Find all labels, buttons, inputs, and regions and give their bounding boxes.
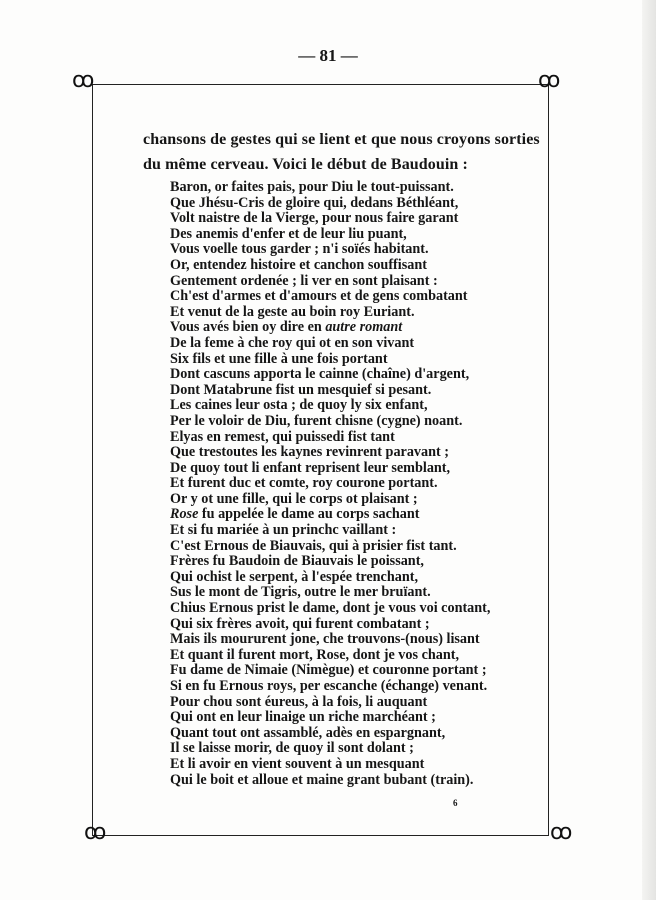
- verse-text: Quant tout ont assamblé, adès en espargnant,: [170, 724, 446, 741]
- verse-text: Il se laisse morir, de quoy il sont dolant ;: [170, 740, 414, 757]
- verse-block: [170, 180, 490, 788]
- verse-text: Baron, or faites pais, pour Diu le tout-puissant.: [170, 179, 454, 195]
- verse-text: Que trestoutes les kaynes revinrent paravant ;: [170, 444, 450, 461]
- verse-text: Chius Ernous prist le dame, dont je vous voi contant,: [170, 600, 491, 617]
- verse-line: [170, 554, 490, 570]
- verse-line: [170, 258, 490, 274]
- verse-text: Et li avoir en vient souvent à un mesquant: [170, 755, 425, 772]
- verse-text: Vous voelle tous garder ; n'i soïés habitant.: [170, 241, 429, 258]
- verse-text: Elyas en remest, qui puissedi fist tant: [170, 428, 395, 445]
- verse-text: Or y ot une fille, qui le corps ot plaisant ;: [170, 490, 418, 507]
- verse-text: Et furent duc et comte, roy courone portant.: [170, 475, 438, 492]
- verse-line: [170, 632, 490, 648]
- verse-line: [170, 476, 490, 492]
- verse-line: [170, 741, 490, 757]
- verse-text: Vous avés bien oy dire en: [170, 319, 326, 336]
- verse-text: Or, entendez histoire et canchon souffisant: [170, 256, 427, 273]
- corner-ornament-icon: ꝏ: [84, 820, 107, 845]
- verse-line: [170, 211, 490, 227]
- verse-text: Et quant il furent mort, Rose, dont je vos chant,: [170, 646, 460, 663]
- verse-line: [170, 336, 490, 352]
- intro-line: chansons de gestes qui se lient et que nous croyons sorties: [143, 131, 540, 148]
- verse-line: [170, 710, 490, 726]
- corner-ornament-icon: ꝏ: [550, 820, 573, 845]
- verse-line: [170, 352, 490, 368]
- verse-italic-text: autre romant: [325, 319, 403, 336]
- verse-line: [170, 601, 490, 617]
- verse-line: [170, 227, 490, 243]
- verse-line: [170, 492, 490, 508]
- verse-line: [170, 461, 490, 477]
- verse-line: [170, 539, 490, 555]
- verse-text: Qui six frères avoit, qui furent combatant ;: [170, 615, 430, 632]
- verse-text: Volt naistre de la Vierge, pour nous faire garant: [170, 210, 459, 227]
- verse-line: [170, 414, 490, 430]
- verse-text: Fu dame de Nimaie (Nimègue) et couronne portant ;: [170, 662, 487, 679]
- verse-line: [170, 773, 490, 789]
- corner-ornament-icon: ꝏ: [538, 68, 561, 93]
- verse-text: Si en fu Ernous roys, per escanche (échange) venant.: [170, 678, 488, 694]
- verse-line: [170, 180, 490, 196]
- verse-line: [170, 507, 490, 523]
- verse-line: [170, 274, 490, 290]
- verse-text: C'est Ernous de Biauvais, qui à prisier fist tant.: [170, 537, 457, 554]
- verse-text: Et venut de la geste au boin roy Euriant.: [170, 303, 415, 320]
- verse-line: [170, 196, 490, 212]
- verse-text: Et si fu mariée à un princhc vaillant :: [170, 522, 397, 539]
- verse-line: [170, 679, 490, 695]
- verse-line: [170, 430, 490, 446]
- verse-text: Pour chou sont éureus, à la fois, li auquant: [170, 693, 428, 710]
- verse-text: De la feme à che roy qui ot en son vivant: [170, 334, 415, 351]
- verse-line: [170, 648, 490, 664]
- verse-line: [170, 757, 490, 773]
- verse-line: [170, 242, 490, 258]
- verse-line: [170, 445, 490, 461]
- verse-text: Qui ont en leur linaige un riche marchéant ;: [170, 709, 436, 726]
- verse-line: [170, 570, 490, 586]
- corner-ornament-icon: ꝏ: [72, 68, 95, 93]
- verse-text: Qui le boit et alloue et maine grant bubant (train).: [170, 771, 474, 788]
- verse-text: Des anemis d'enfer et de leur liu puant,: [170, 225, 407, 242]
- verse-text: Six fils et une fille à une fois portant: [170, 350, 388, 367]
- verse-line: [170, 305, 490, 321]
- verse-text: Dont cascuns apporta le cainne (chaîne) d'argent,: [170, 366, 470, 383]
- verse-text: Que Jhésu-Cris de gloire qui, dedans Béthléant,: [170, 194, 459, 211]
- verse-line: [170, 617, 490, 633]
- verse-line: [170, 523, 490, 539]
- verse-text: Sus le mont de Tigris, outre le mer bruïant.: [170, 584, 431, 601]
- verse-italic-text: Rose: [170, 506, 199, 523]
- verse-text: Dont Matabrune fist un mesquief si pesant.: [170, 381, 432, 398]
- verse-line: [170, 383, 490, 399]
- verse-line: [170, 289, 490, 305]
- verse-line: [170, 585, 490, 601]
- verse-line: [170, 663, 490, 679]
- signature-mark: 6: [453, 798, 458, 808]
- verse-text: Per le voloir de Diu, furent chisne (cygne) noant.: [170, 412, 463, 429]
- verse-text: Gentement ordenée ; li ver en sont plaisant :: [170, 272, 438, 289]
- verse-text: De quoy tout li enfant reprisent leur semblant,: [170, 459, 451, 476]
- verse-line: [170, 695, 490, 711]
- page-number: — 81 —: [298, 46, 358, 65]
- verse-line: [170, 367, 490, 383]
- verse-text: Mais ils moururent jone, che trouvons-(nous) lisant: [170, 631, 480, 648]
- verse-text: Les caines leur osta ; de quoy ly six enfant,: [170, 397, 428, 414]
- verse-text: Qui ochist le serpent, à l'espée trenchant,: [170, 568, 418, 585]
- verse-text: Ch'est d'armes et d'amours et de gens combatant: [170, 288, 468, 305]
- verse-line: [170, 398, 490, 414]
- intro-line: du même cerveau. Voici le début de Baudouin :: [143, 156, 468, 173]
- verse-line: [170, 726, 490, 742]
- verse-line: [170, 320, 490, 336]
- verse-text: Frères fu Baudoin de Biauvais le poissant,: [170, 553, 424, 570]
- verse-text: fu appelée le dame au corps sachant: [198, 506, 420, 523]
- scan-edge-shadow: [642, 0, 656, 900]
